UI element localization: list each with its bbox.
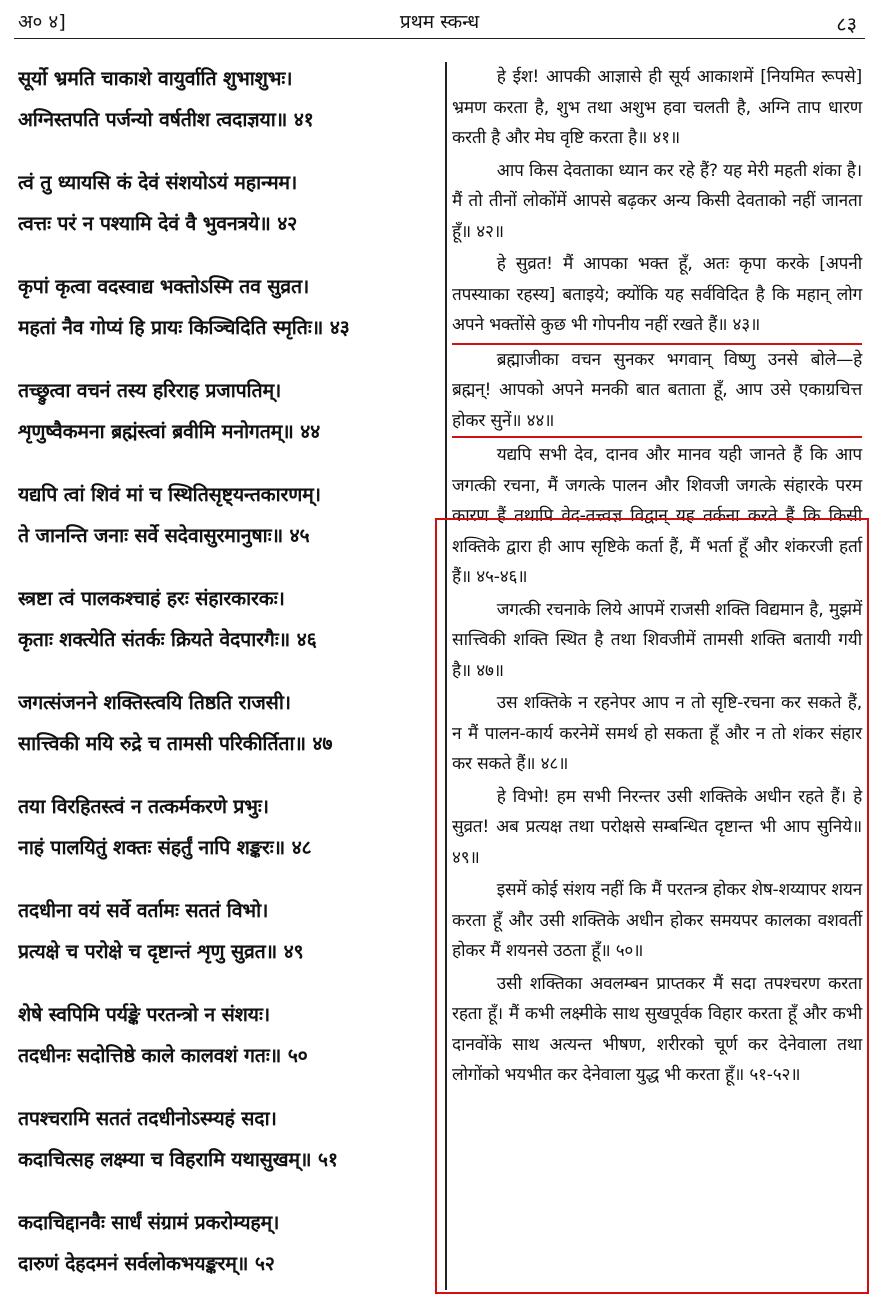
verse-line: तया विरहितस्त्वं न तत्कर्मकरणे प्रभुः। (18, 795, 269, 818)
verse-51 (18, 1098, 430, 1180)
column-divider (445, 62, 447, 1290)
verse-line: कदाचित्सह लक्ष्म्या च विहरामि यथासुखम्॥ ५१ (18, 1148, 338, 1171)
translation-50: इसमें कोई संशय नहीं कि मैं परतन्त्र होकर शेष-शय्यापर शयन करता हूँ और उसी शक्तिके अधीन होकर समयपर कालका वशवर्ती होकर मैं शयनसे उठता हूँ॥ ५०॥ (452, 880, 862, 961)
verse-line: यद्यपि त्वां शिवं मां च स्थितिसृष्ट्यन्तकारणम्। (18, 483, 321, 506)
translation-43: हे सुव्रत! मैं आपका भक्त हूँ, अतः कृपा करके [अपनी तपस्याका रहस्य] बताइये; क्योंकि यह सर्वविदित है कि महान् लोग अपने भक्तोंसे कुछ भी गोपनीय नहीं रखते हैं॥ ४३॥ (452, 254, 862, 335)
translation-42: आप किस देवताका ध्यान कर रहे हैं? यह मेरी महती शंका है। मैं तो तीनों लोकोंमें आपसे बढ़कर अन्य किसी देवताको नहीं जानता हूँ॥ ४२॥ (452, 160, 862, 242)
verse-line: शेषे स्वपिमि पर्यङ्के परतन्त्रो न संशयः। (18, 1003, 270, 1026)
verse-line: ते जानन्ति जनाः सर्वे सदेवासुरमानुषाः॥ ४५ (18, 524, 310, 547)
verse-line: दारुणं देहदमनं सर्वलोकभयङ्करम्॥ ५२ (18, 1252, 275, 1275)
verse-line: सूर्यो भ्रमति चाकाशे वायुर्वाति शुभाशुभः। (18, 67, 293, 90)
translation-45-46: यद्यपि सभी देव, दानव और मानव यही जानते हैं कि आप जगत्की रचना, मैं जगत्के पालन और शिवजी जगत्के संहारके परम कारण हैं तथापि वेद-तत्त्वज्ञ विद्वान् यह तर्कना करते हैं कि किसी शक्तिके द्वारा ही आप सृष्टिके कर्ता हैं, मैं भर्ता हूँ और शंकरजी हर्ता हैं॥ ४५-४६॥ (452, 445, 862, 587)
translation-47: जगत्की रचनाके लिये आपमें राजसी शक्ति विद्यमान है, मुझमें सात्त्विकी शक्ति स्थित है तथा शिवजीमें तामसी शक्ति बतायी गयी है॥ ४७॥ (452, 599, 862, 681)
verse-line: त्वं तु ध्यायसि कं देवं संशयोऽयं महान्मम। (18, 171, 298, 194)
section-title: प्रथम स्कन्ध (399, 11, 480, 33)
verse-line: प्रत्यक्षे च परोक्षे च दृष्टान्तं शृणु सुव्रत॥ ४९ (18, 940, 304, 963)
verse-line: सात्त्विकी मयि रुद्रे च तामसी परिकीर्तिता॥ ४७ (18, 732, 333, 755)
verse-line: त्वत्तः परं न पश्यामि देवं वै भुवनत्रये॥ ४२ (18, 212, 298, 235)
verse-line: कदाचिद्दानवैः सार्धं संग्रामं प्रकरोम्यहम्। (18, 1211, 280, 1234)
translation-49: हे विभो! हम सभी निरन्तर उसी शक्तिके अधीन रहते हैं। हे सुव्रत! अब प्रत्यक्ष तथा परोक्षसे सम्बन्धित दृष्टान्त भी आप सुनिये॥ ४९॥ (452, 786, 862, 868)
verse-44 (18, 370, 430, 452)
translation-51-52: उसी शक्तिका अवलम्बन प्राप्तकर मैं सदा तपश्चरण करता रहता हूँ। मैं कभी लक्ष्मीके साथ सुखपूर्वक विहार करता हूँ और कभी दानवोंके साथ अत्यन्त भीषण, शरीरको चूर्ण कर देनेवाला तथा लोगोंको भयभीत कर देनेवाला युद्ध भी करता हूँ॥ ५१-५२॥ (452, 973, 862, 1085)
verse-52 (18, 1202, 430, 1284)
translation-44-underlined: ब्रह्माजीका वचन सुनकर भगवान् विष्णु उनसे बोले—हे ब्रह्मन्! आपको अपने मनकी बात बताता हूँ, आप उसे एकाग्रचित्त होकर सुनें॥ ४४॥ (452, 343, 862, 439)
translation-48: उस शक्तिके न रहनेपर आप न तो सृष्टि-रचना कर सकते हैं, न मैं पालन-कार्य करनेमें समर्थ हो सकता हूँ और न तो शंकर संहार कर सकते हैं॥ ४८॥ (452, 693, 862, 774)
verse-45 (18, 474, 430, 556)
translation-column (452, 62, 862, 1093)
verse-line: तदधीनः सदोत्तिष्ठे काले कालवशं गतः॥ ५० (18, 1044, 308, 1067)
verse-line: नाहं पालयितुं शक्तः संहर्तुं नापि शङ्करः॥ ४८ (18, 836, 312, 859)
page-header (0, 0, 879, 40)
verse-47 (18, 682, 430, 764)
verse-line: स्त्रष्टा त्वं पालकश्चाहं हरः संहारकारकः। (18, 587, 285, 610)
header-rule (14, 38, 865, 39)
chapter-label: अ० ४] (18, 11, 66, 33)
verse-line: तदधीना वयं सर्वे वर्तामः सततं विभो। (18, 899, 269, 922)
verse-43 (18, 266, 430, 348)
verse-46 (18, 578, 430, 660)
verse-line: कृपां कृत्वा वदस्वाद्य भक्तोऽस्मि तव सुव्रत। (18, 275, 310, 298)
verse-49 (18, 890, 430, 972)
translation-41: हे ईश! आपकी आज्ञासे ही सूर्य आकाशमें [नियमित रूपसे] भ्रमण करता है, शुभ तथा अशुभ हवा चलती है, अग्नि ताप धारण करती है और मेघ वृष्टि करता है॥ ४१॥ (452, 67, 862, 148)
verse-line: तच्छ्रुत्वा वचनं तस्य हरिराह प्रजापतिम्। (18, 379, 282, 402)
verse-line: तपश्चरामि सततं तदधीनोऽस्म्यहं सदा। (18, 1107, 277, 1130)
verse-line: शृणुष्वैकमना ब्रह्मंस्त्वां ब्रवीमि मनोगतम्॥ ४४ (18, 420, 321, 443)
verse-50 (18, 994, 430, 1076)
verse-line: महतां नैव गोप्यं हि प्रायः किञ्चिदिति स्मृतिः॥ ४३ (18, 316, 350, 339)
sanskrit-column (18, 58, 430, 1306)
verse-41 (18, 58, 430, 140)
verse-48 (18, 786, 430, 868)
page-number: ८३ (836, 12, 857, 36)
verse-line: जगत्संजनने शक्तिस्त्वयि तिष्ठति राजसी। (18, 691, 291, 714)
verse-line: कृताः शक्त्येति संतर्कः क्रियते वेदपारगैः॥ ४६ (18, 628, 317, 651)
verse-line: अग्निस्तपति पर्जन्यो वर्षतीश त्वदाज्ञया॥ ४१ (18, 108, 314, 131)
verse-42 (18, 162, 430, 244)
